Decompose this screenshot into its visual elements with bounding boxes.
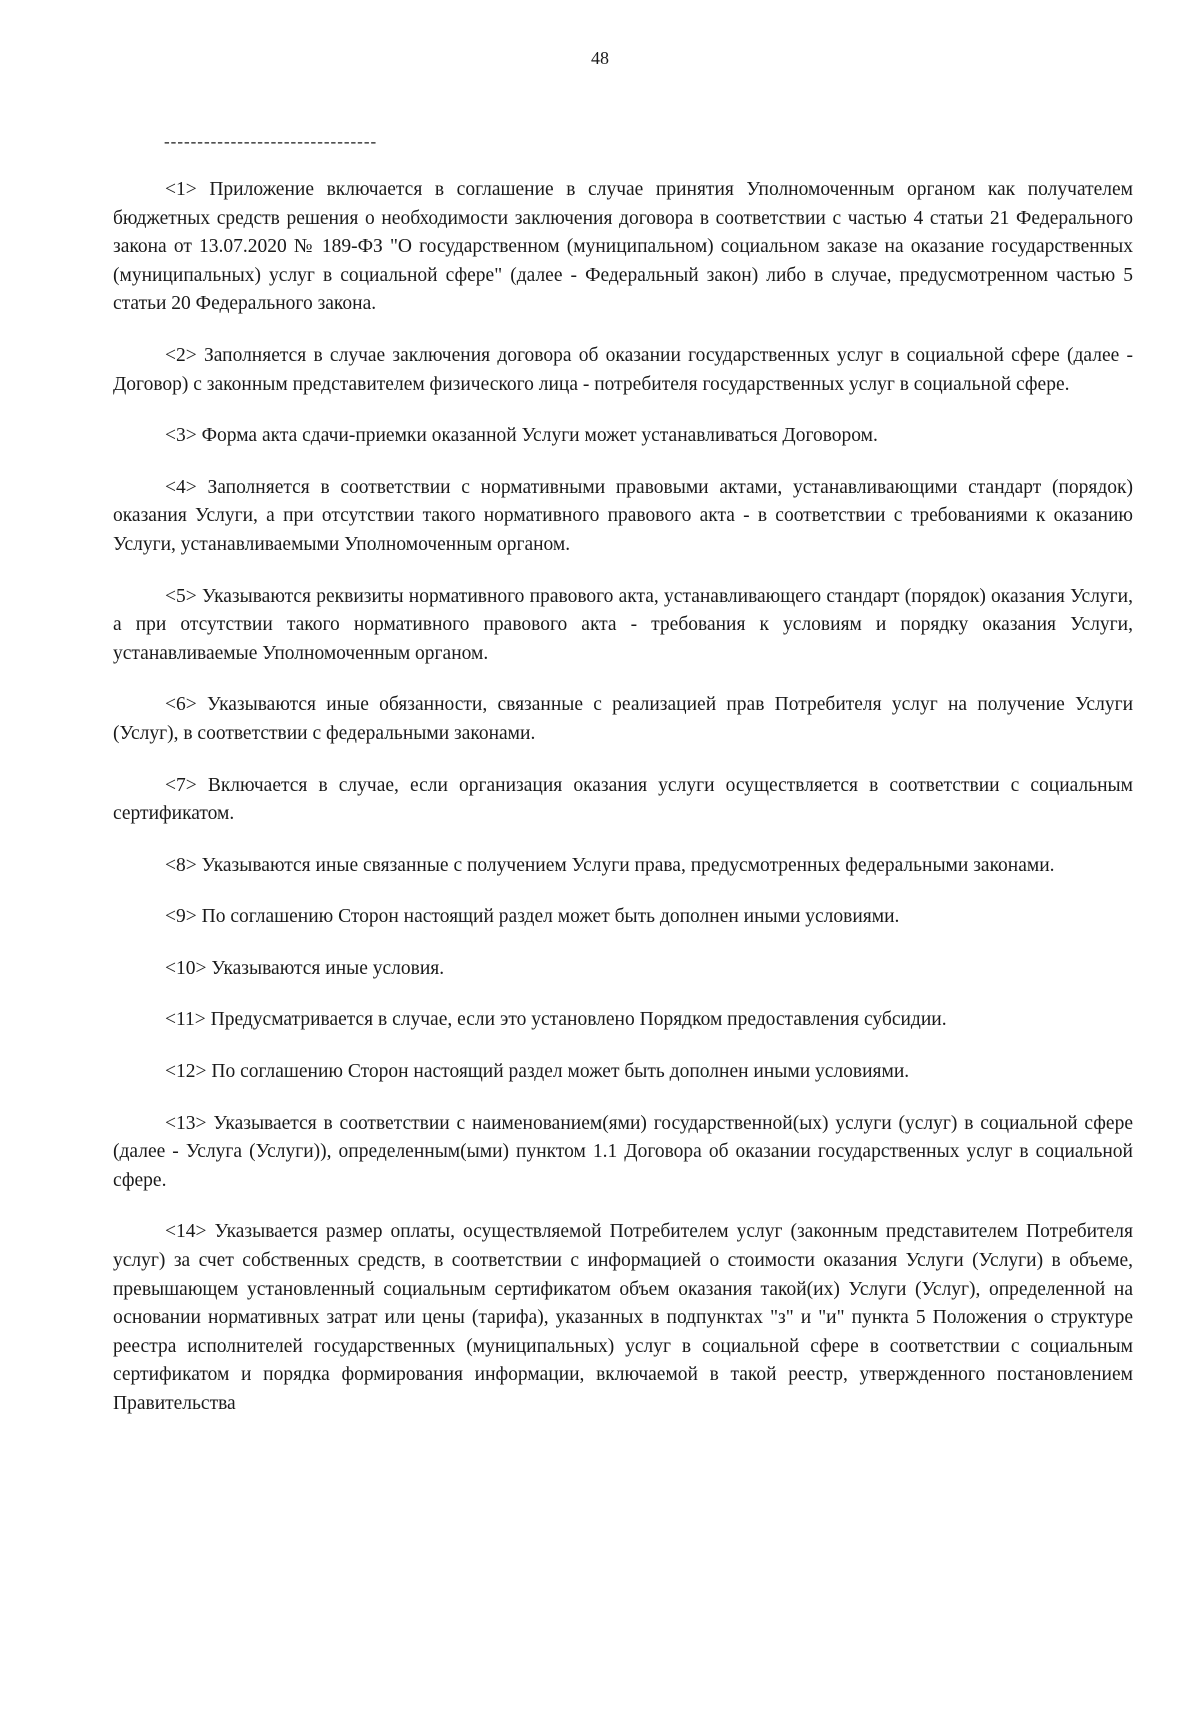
footnote-separator: -------------------------------- [164,132,378,151]
footnote-13: <13> Указывается в соответствии с наименованием(ями) государственной(ых) услуги (услуг) в социальной сфере (далее - Услуга (Услуги)), определенным(ыми) пунктом 1.1 Договора об оказании государственных услуг в социальной сфере. [113,1112,1133,1191]
footnotes-list [113,176,1133,1442]
footnote-6: <6> Указываются иные обязанности, связанные с реализацией прав Потребителя услуг на получение Услуги (Услуг), в соответствии с федеральными законами. [113,694,1133,744]
footnote-5: <5> Указываются реквизиты нормативного правового акта, устанавливающего стандарт (порядок) оказания Услуги, а при отсутствии такого нормативного правового акта - требования к условиям и порядку оказания Услуги, устанавливаемые Уполномоченным органом. [113,585,1133,664]
page-number: 48 [591,48,609,68]
footnote-9: <9> По соглашению Сторон настоящий раздел может быть дополнен иными условиями. [165,906,900,928]
footnote-4: <4> Заполняется в соответствии с нормативными правовыми актами, устанавливающими стандарт (порядок) оказания Услуги, а при отсутствии такого нормативного правового акта - в соответствии с требованиями к оказанию Услуги, устанавливаемыми Уполномоченным органом. [113,476,1133,555]
footnote-14: <14> Указывается размер оплаты, осуществляемой Потребителем услуг (законным представителем Потребителя услуг) за счет собственных средств, в соответствии с информацией о стоимости оказания Услуги (Услуги) в объеме, превышающем установленный социальным сертификатом объем оказания такой(их) Услуги (Услуг), определенной на основании нормативных затрат или цены (тарифа), указанных в подпунктах "з" и "и" пункта 5 Положения о структуре реестра исполнителей государственных (муниципальных) услуг в социальной сфере в соответствии с социальным сертификатом и порядка формирования информации, включаемой в такой реестр, утвержденного постановлением Правительства [113,1221,1133,1414]
footnote-2: <2> Заполняется в случае заключения договора об оказании государственных услуг в социальной сфере (далее - Договор) с законным представителем физического лица - потребителя государственных услуг в социальной сфере. [113,344,1133,395]
footnote-12: <12> По соглашению Сторон настоящий раздел может быть дополнен иными условиями. [165,1061,910,1083]
footnote-11: <11> Предусматривается в случае, если это установлено Порядком предоставления субсидии. [165,1009,947,1031]
footnote-1: <1> Приложение включается в соглашение в случае принятия Уполномоченным органом как получателем бюджетных средств решения о необходимости заключения договора в соответствии с частью 4 статьи 21 Федерального закона от 13.07.2020 № 189-ФЗ "О государственном (муниципальном) социальном заказе на оказание государственных (муниципальных) услуг в социальной сфере" (далее - Федеральный закон) либо в случае, предусмотренном частью 5 статьи 20 Федерального закона. [113,179,1133,315]
footnote-3: <3> Форма акта сдачи-приемки оказанной Услуги может устанавливаться Договором. [165,425,878,447]
footnote-8: <8> Указываются иные связанные с получением Услуги права, предусмотренных федеральными законами. [165,854,1055,876]
footnote-7: <7> Включается в случае, если организация оказания услуги осуществляется в соответствии с социальным сертификатом. [113,774,1133,825]
footnote-10: <10> Указываются иные условия. [165,957,445,979]
